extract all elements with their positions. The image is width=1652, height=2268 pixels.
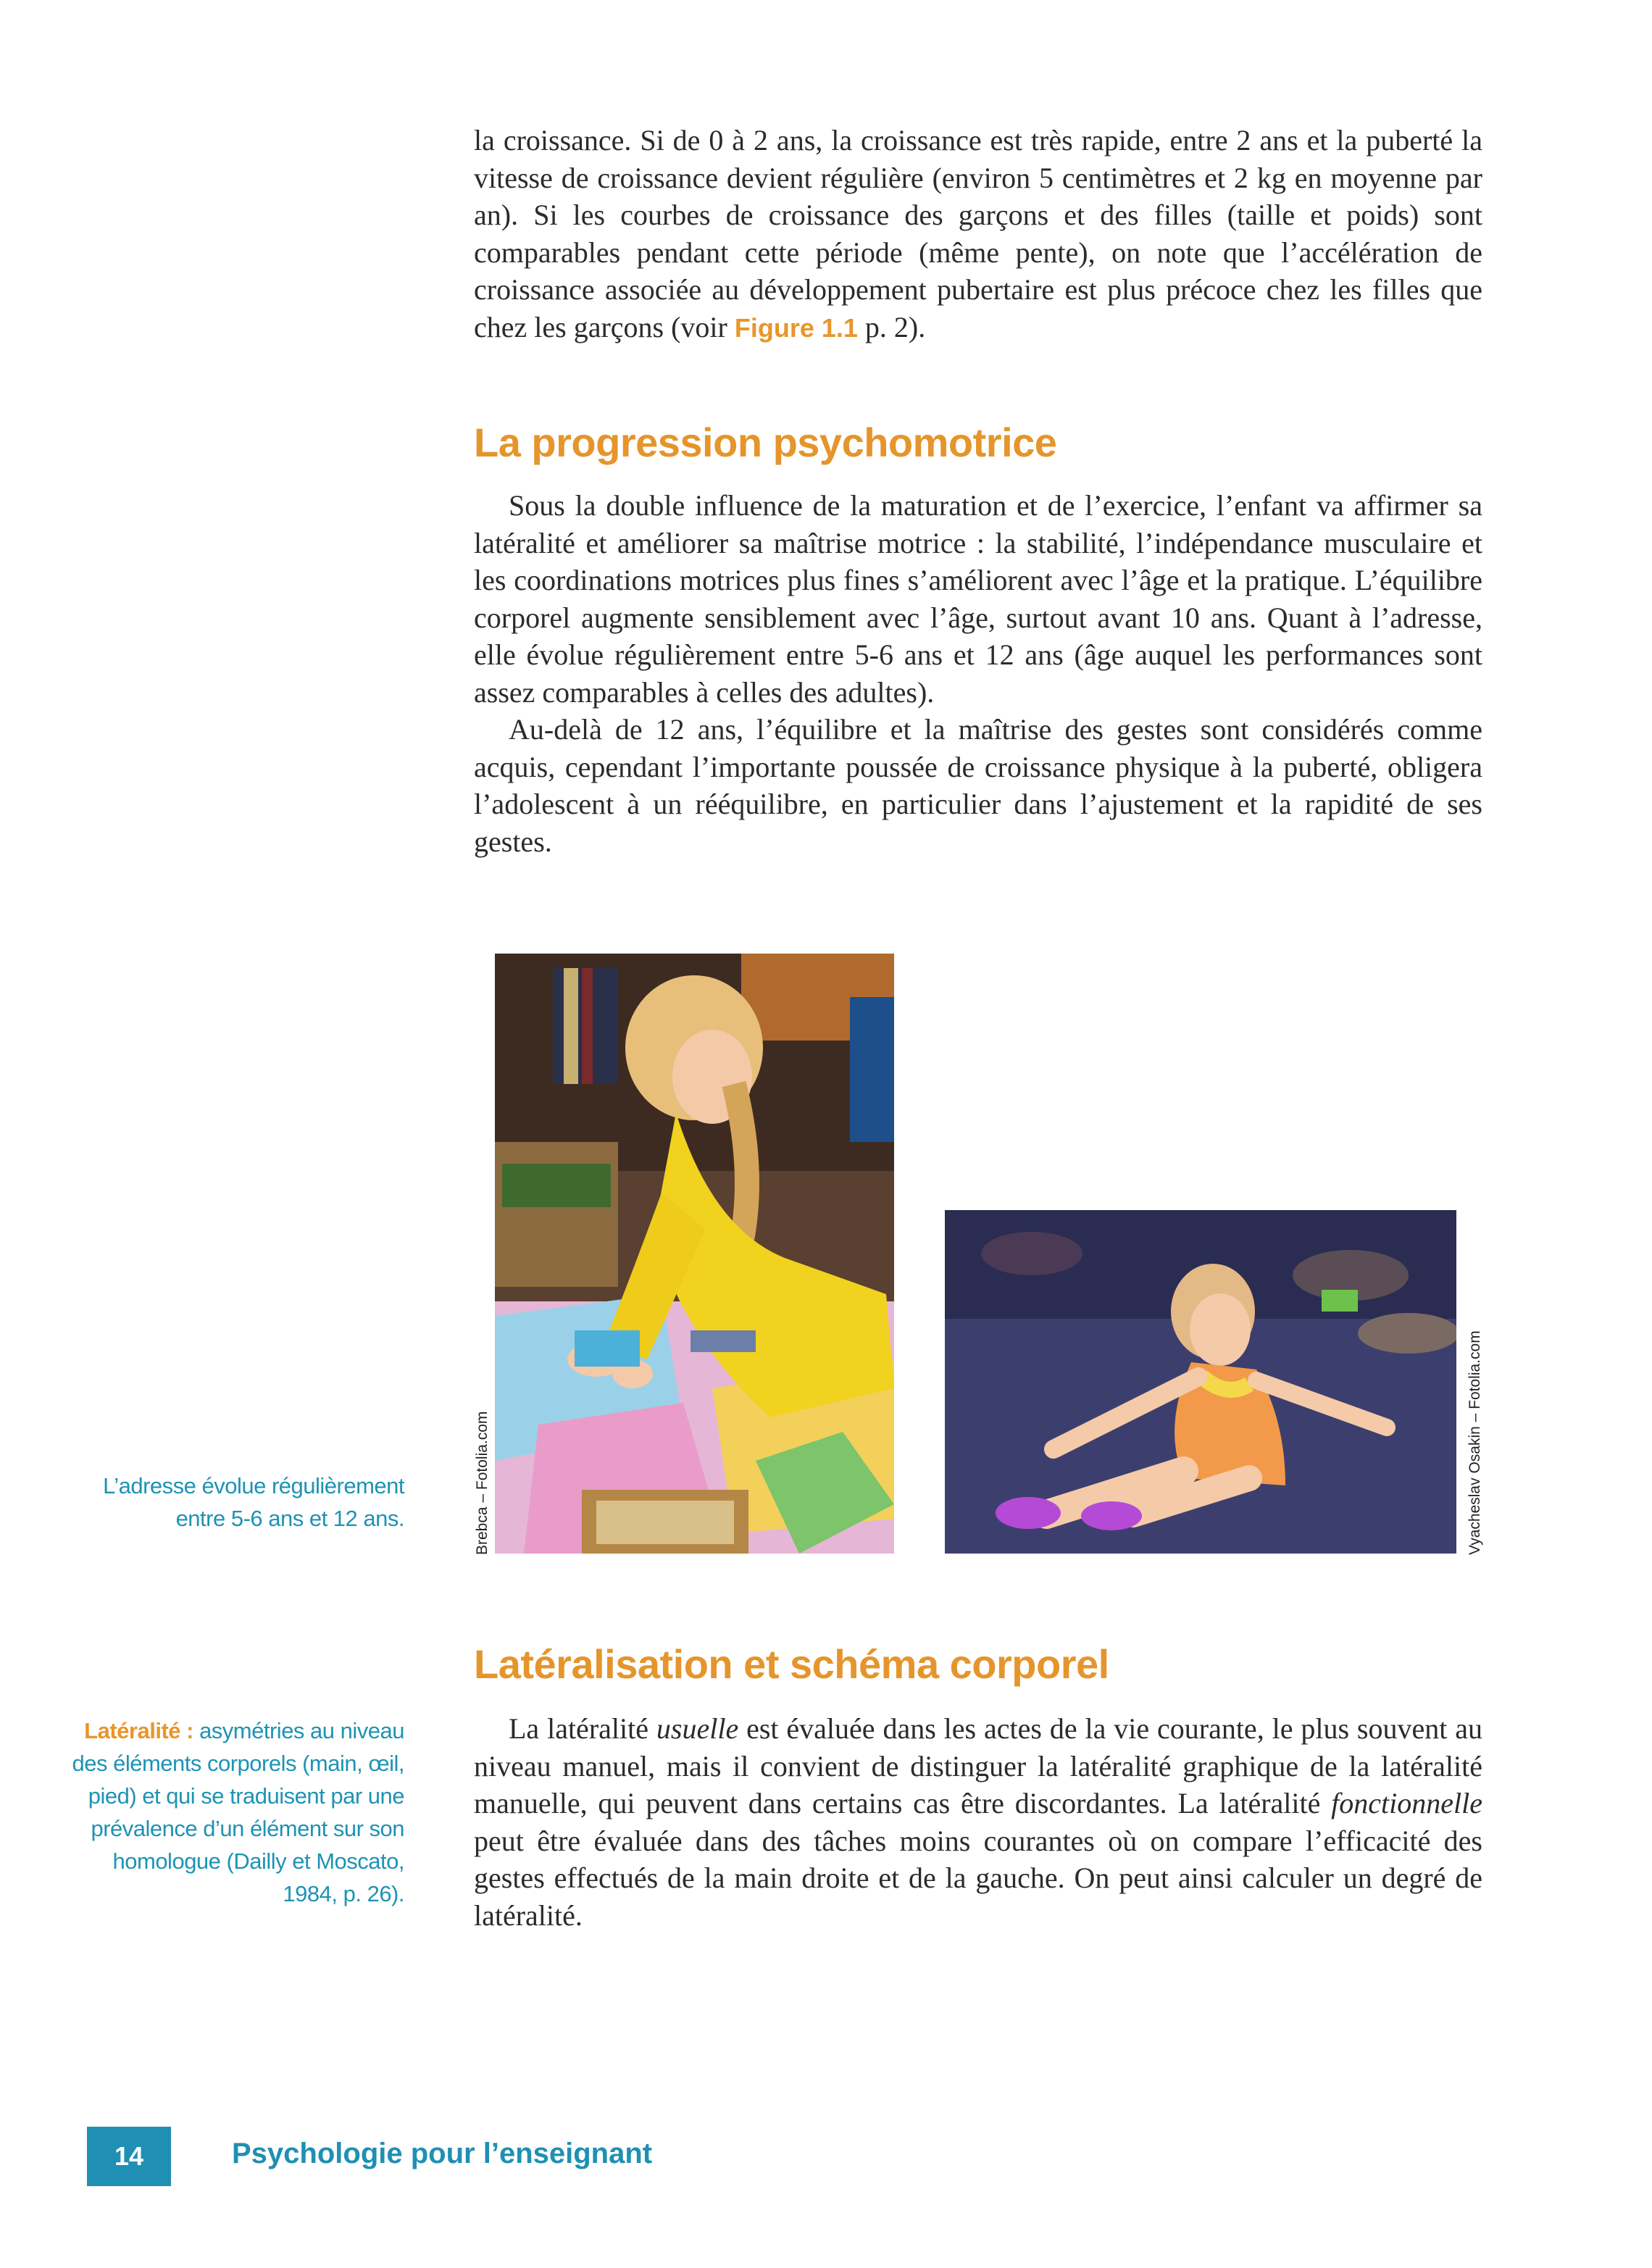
section2-text-a: La latéralité xyxy=(509,1712,656,1745)
page-number: 14 xyxy=(87,2127,171,2186)
definition-term: Latéralité : xyxy=(84,1718,193,1743)
section2-text-c: peut être évaluée dans des tâches moins courantes où on compare l’efficacité des gestes effectués de la main droite et de la gauche. On peut ainsi calculer un degré de latéralité. xyxy=(474,1824,1482,1932)
section1-paragraph-2: Au-delà de 12 ans, l’équilibre et la maîtrise des gestes sont considérés comme acquis, cependant l’importante poussée de croissance physique à la puberté, obligera l’adolescent à un rééquilibre, en particulier dans l’ajustement et la rapidité de ses gestes. xyxy=(474,713,1482,858)
book-title: Psychologie pour l’enseignant xyxy=(232,2138,653,2169)
photo-girl-puzzle xyxy=(495,954,894,1554)
section1-paragraph-1: Sous la double influence de la maturation et de l’exercice, l’enfant va affirmer sa latéralité et améliorer sa maîtrise motrice : la stabilité, l’indépendance musculaire et les coordinations motrices plus fines s’améliorent avec l’âge et la pratique. L’équilibre corporel augmente sensiblement avec l’âge, surtout avant 10 ans. Quant à l’adresse, elle évolue régulièrement entre 5-6 ans et 12 ans (âge auquel les performances sont assez comparables à celles des adultes). xyxy=(474,489,1482,709)
margin-definition xyxy=(64,1714,404,1910)
section-heading-lateralisation: Latéralisation et schéma corporel xyxy=(474,1641,1109,1687)
section2-body xyxy=(474,1710,1482,1934)
photo-girl-gymnastics xyxy=(945,1210,1456,1554)
section2-emphasis-fonctionnelle: fonctionnelle xyxy=(1331,1787,1482,1819)
figure-reference-link[interactable]: Figure 1.1 xyxy=(734,312,858,343)
intro-text-before: la croissance. Si de 0 à 2 ans, la croissance est très rapide, entre 2 ans et la puberté la vitesse de croissance devient régulière (environ 5 centimètres et 2 kg en moyenne par an). Si les courbes de croissance des garçons et des filles (taille et poids) sont comparables pendant cette période (même pente), on note que l’accélération de croissance associée au développement pubertaire est plus précoce chez les filles que chez les garçons (voir xyxy=(474,124,1482,343)
section-heading-psychomotrice: La progression psychomotrice xyxy=(474,420,1057,465)
photo-girl-puzzle-image xyxy=(495,954,894,1554)
definition-text: asymétries au niveau des éléments corporels (main, œil, pied) et qui se traduisent par une prévalence d’un élément sur son homologue (Dailly et Moscato, 1984, p. 26). xyxy=(72,1718,404,1906)
margin-caption: L’adresse évolue régulièrement entre 5-6 ans et 12 ans. xyxy=(103,1473,404,1531)
intro-paragraph xyxy=(474,122,1482,346)
photo-girl-gymnastics-image xyxy=(945,1210,1456,1554)
section1-body xyxy=(474,487,1482,860)
section2-emphasis-usuelle: usuelle xyxy=(656,1712,739,1745)
intro-text-after: p. 2). xyxy=(857,310,926,343)
section2-text-b: est évaluée dans les actes de la vie courante, le plus souvent au niveau manuel, mais il convient de distinguer la latéralité graphique de la latéralité manuelle, qui peuvent dans certains cas être discordantes. La latéralité xyxy=(474,1712,1482,1819)
section2-paragraph xyxy=(474,1710,1482,1934)
photo-credit-2: Vyacheslav Osakin – Fotolia.com xyxy=(1467,1330,1483,1555)
photo-credit-1: Brebca – Fotolia.com xyxy=(474,1411,491,1555)
